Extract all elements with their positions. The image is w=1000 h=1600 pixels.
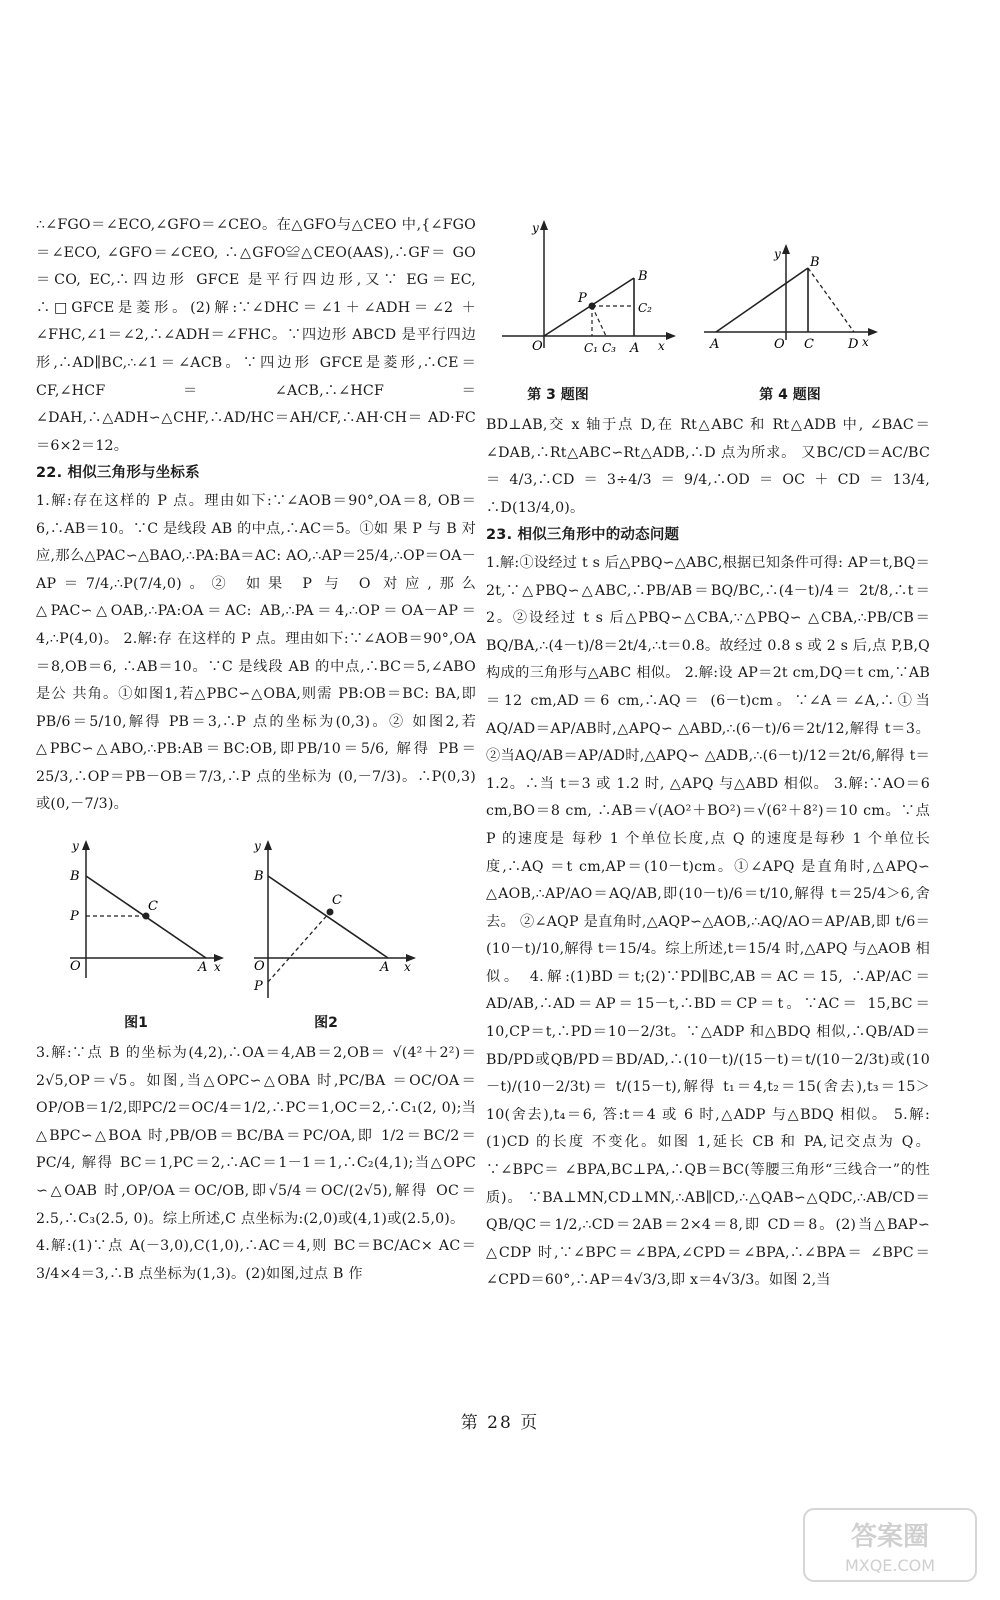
- svg-text:A: A: [630, 341, 640, 356]
- section-23-title: 23. 相似三角形中的动态问题: [486, 527, 680, 544]
- svg-text:O: O: [532, 339, 543, 354]
- problem-22-1-2: 1.解:存在这样的 P 点。理由如下:∵∠AOB＝90°,OA＝8, OB＝6,∴AB＝10。∵C 是线段 AB 的中点,∴AC＝5。①如 果 P 与 B 对应,那么△PAC∽△BAO,∴PA:BA＝AC: AO,∴AP＝25/4,∴OP＝OA－AP＝7/4,∴P(7/4,0)。② 如果 P 与 O 对应,那么△PAC∽△OAB,∴PA:OA＝AC: AB,∴PA＝4,∴OP＝OA－AP＝4,∴P(4,0)。 2.解:存 在这样的 P 点。理由如下:∵∠AOB＝90°,OA＝8,OB＝6, ∴AB＝10。∵C 是线段 AB 的中点,∴BC＝5,∠ABO 是公 共角。①如图1,若△PBC∽△OBA,则需 PB:OB＝BC: BA,即PB/6＝5/10,解得 PB＝3,∴P 点的坐标为(0,3)。② 如图2,若△PBC∽△ABO,∴PB:AB＝BC:OB,即PB/10＝5/6, 解得 PB＝25/3,∴OP＝PB－OB＝7/3,∴P 点的坐标为 (0,－7/3)。∴P(0,3)或(0,－7/3)。: [36, 492, 476, 813]
- figure-3-caption: 第 3 题图: [527, 387, 589, 403]
- svg-text:A: A: [380, 960, 390, 975]
- svg-text:C₁: C₁: [584, 341, 598, 355]
- svg-text:P: P: [578, 291, 587, 306]
- figure-1: [56, 838, 226, 1008]
- page-number: 第 28 页: [460, 1413, 540, 1433]
- svg-text:O: O: [70, 959, 81, 974]
- svg-text:x: x: [404, 960, 411, 974]
- section-22-title: 22. 相似三角形与坐标系: [36, 465, 200, 482]
- section-23-solutions: 1.解:①设经过 t s 后△PBQ∽△ABC,根据已知条件可得: AP＝t,BQ＝2t,∵△PBQ∽△ABC,∴PB/AB＝BQ/BC,∴(4－t)/4＝ 2t/8,∴t＝2。②设经过 t s 后△PBQ∽△CBA,∵△PBQ∽ △CBA,∴PB/CB＝BQ/BA,∴(4－t)/8＝2t/4,∴t＝0.8。故经过 0.8 s 或 2 s 后,点 P,B,Q 构成的三角形与△ABC 相似。 2.解:设 AP＝2t cm,DQ＝t cm,∵AB＝12 cm,AD＝6 cm,∴AQ＝ (6－t)cm。∵∠A＝∠A,∴①当AQ/AD＝AP/AB时,△APQ∽ △ABD,∴(6－t)/6＝2t/12,解得 t＝3。②当AQ/AB＝AP/AD时,△APQ∽ △ADB,∴(6－t)/12＝2t/6,解得 t＝1.2。∴当 t＝3 或 1.2 时, △APQ 与△ABD 相似。 3.解:∵AO＝6 cm,BO＝8 cm, ∴AB＝√(AO²＋BO²)＝√(6²＋8²)＝10 cm。∵点 P 的速度是 每秒 1 个单位长度,点 Q 的速度是每秒 1 个单位长度,∴AQ ＝t cm,AP＝(10－t)cm。①∠APQ 是直角时,△APQ∽ △AOB,∴AP/AO＝AQ/AB,即(10－t)/6＝t/10,解得 t＝25/4＞6,舍去。 ②∠AQP 是直角时,△AQP∽△AOB,∴AQ/AO＝AP/AB,即 t/6＝ (10－t)/10,解得 t＝15/4。综上所述,t＝15/4 时,△APQ 与△AOB 相似。 4.解:(1)BD＝t;(2)∵PD∥BC,AB＝AC＝15, ∴AP/AC＝AD/AB,∴AD＝AP＝15－t,∴BD＝CP＝t。∵AC＝ 15,BC＝10,CP＝t,∴PD＝10－2/3t。∵△ADP 和△BDQ 相似,∴QB/AD＝BD/PD或QB/PD＝BD/AD,∴(10－t)/(15－t)＝t/(10－2/3t)或(10－t)/(10－2/3t)＝ t/(15－t),解得 t₁＝4,t₂＝15(舍去),t₃＝15＞10(舍去),t₄＝6, 答:t＝4 或 6 时,△ADP 与△BDQ 相似。 5.解:(1)CD 的长度 不变化。如图 1,延长 CB 和 PA,记交点为 Q。∵∠BPC＝ ∠BPA,BC⊥PA,∴QB＝BC(等腰三角形“三线合一”的性质)。 ∵BA⊥MN,CD⊥MN,∴AB∥CD,∴△QAB∽△QDC,∴AB/CD＝ QB/QC＝1/2,∴CD＝2AB＝2×4＝8,即 CD＝8。(2)当△BAP∽ △CDP 时,∵∠BPC＝∠BPA,∠CPD＝∠BPA,∴∠BPA＝ ∠BPC＝∠CPD＝60°,∴AP＝4√3/3,即 x＝4√3/3。如图 2,当: [486, 554, 930, 1289]
- svg-text:C: C: [804, 337, 814, 352]
- svg-text:y: y: [72, 839, 79, 853]
- svg-text:C: C: [332, 893, 342, 908]
- svg-text:C₃: C₃: [602, 341, 616, 355]
- svg-text:B: B: [254, 869, 264, 884]
- svg-text:y: y: [254, 839, 261, 853]
- figure-2: [248, 838, 418, 1008]
- svg-text:O: O: [254, 959, 265, 974]
- figure-4: [700, 240, 880, 380]
- left-column-lower: [36, 1040, 476, 1288]
- problem-22-3: 3.解:∵点 B 的坐标为(4,2),∴OA＝4,AB＝2,OB＝ √(4²＋2²)＝2√5,OP＝√5。如图,当△OPC∽△OBA 时,PC/BA ＝OC/OA＝OP/OB＝1/2,即PC/2＝OC/4＝1/2,∴PC＝1,OC＝2,∴C₁(2, 0);当△BPC∽△BOA 时,PB/OB＝BC/BA＝PC/OA,即 1/2＝BC/2＝PC/4, 解得 BC＝1,PC＝2,∴AC＝1－1＝1,∴C₂(4,1);当△OPC ∽△OAB 时,OP/OA＝OC/OB,即√5/4＝OC/(2√5),解得 OC＝2.5,∴C₃(2.5, 0)。综上所述,C 点坐标为:(2,0)或(4,1)或(2.5,0)。: [36, 1045, 476, 1227]
- svg-text:O: O: [774, 337, 785, 352]
- svg-text:y: y: [532, 221, 539, 235]
- figure-3: [498, 218, 678, 378]
- problem-22-4: 4.解:(1)∵点 A(－3,0),C(1,0),∴AC＝4,则 BC＝BC/AC× AC＝3/4×4＝3,∴B 点坐标为(1,3)。(2)如图,过点 B 作: [36, 1238, 476, 1282]
- svg-text:x: x: [658, 339, 665, 353]
- svg-text:A: A: [710, 337, 720, 352]
- svg-text:P: P: [70, 909, 79, 924]
- svg-text:x: x: [862, 335, 869, 349]
- svg-text:MXQE.COM: MXQE.COM: [844, 1556, 936, 1575]
- watermark-logo: [800, 1505, 980, 1585]
- svg-text:P: P: [254, 979, 263, 994]
- figure-1-caption: 图1: [124, 1015, 148, 1031]
- svg-text:x: x: [214, 960, 221, 974]
- figure-2-caption: 图2: [314, 1015, 338, 1031]
- problem-22-4-continued: BD⊥AB,交 x 轴于点 D,在 Rt△ABC 和 Rt△ADB 中, ∠BAC＝∠DAB,∴Rt△ABC∽Rt△ADB,∴D 点为所求。 又BC/CD＝AC/BC＝4/3,∴CD＝3÷4/3＝9/4,∴OD＝OC＋CD＝13/4, ∴D(13/4,0)。: [486, 417, 930, 516]
- continuation-paragraph: ∴∠FGO＝∠ECO,∠GFO＝∠CEO。在△GFO与△CEO 中,{∠FGO＝∠ECO, ∠GFO＝∠CEO, ∴△GFO≌△CEO(AAS),∴GF＝ GO＝CO, EC,∴四边形 GFCE 是平行四边形,又∵ EG＝EC, ∴□GFCE是菱形。(2)解:∵∠DHC＝∠1＋∠ADH＝∠2 ＋∠FHC,∠1＝∠2,∴∠ADH＝∠FHC。∵四边形 ABCD 是平行四边形,∴AD∥BC,∴∠1＝∠ACB。∵四边形 GFCE是菱形,∴CE＝CF,∠HCF＝∠ACB,∴∠HCF＝ ∠DAH,∴△ADH∽△CHF,∴AD/HC＝AH/CF,∴AH·CH＝ AD·FC＝6×2＝12。: [36, 217, 476, 454]
- svg-text:答案圈: 答案圈: [850, 1522, 930, 1552]
- svg-text:B: B: [810, 255, 820, 270]
- svg-text:y: y: [774, 247, 781, 261]
- left-column: [36, 212, 476, 819]
- figure-4-caption: 第 4 题图: [759, 387, 821, 403]
- svg-text:A: A: [198, 960, 208, 975]
- svg-text:B: B: [638, 269, 648, 284]
- svg-text:B: B: [70, 869, 80, 884]
- svg-text:C₂: C₂: [638, 301, 652, 315]
- right-column: [486, 412, 930, 1295]
- svg-text:C: C: [148, 899, 158, 914]
- svg-text:D: D: [848, 337, 859, 352]
